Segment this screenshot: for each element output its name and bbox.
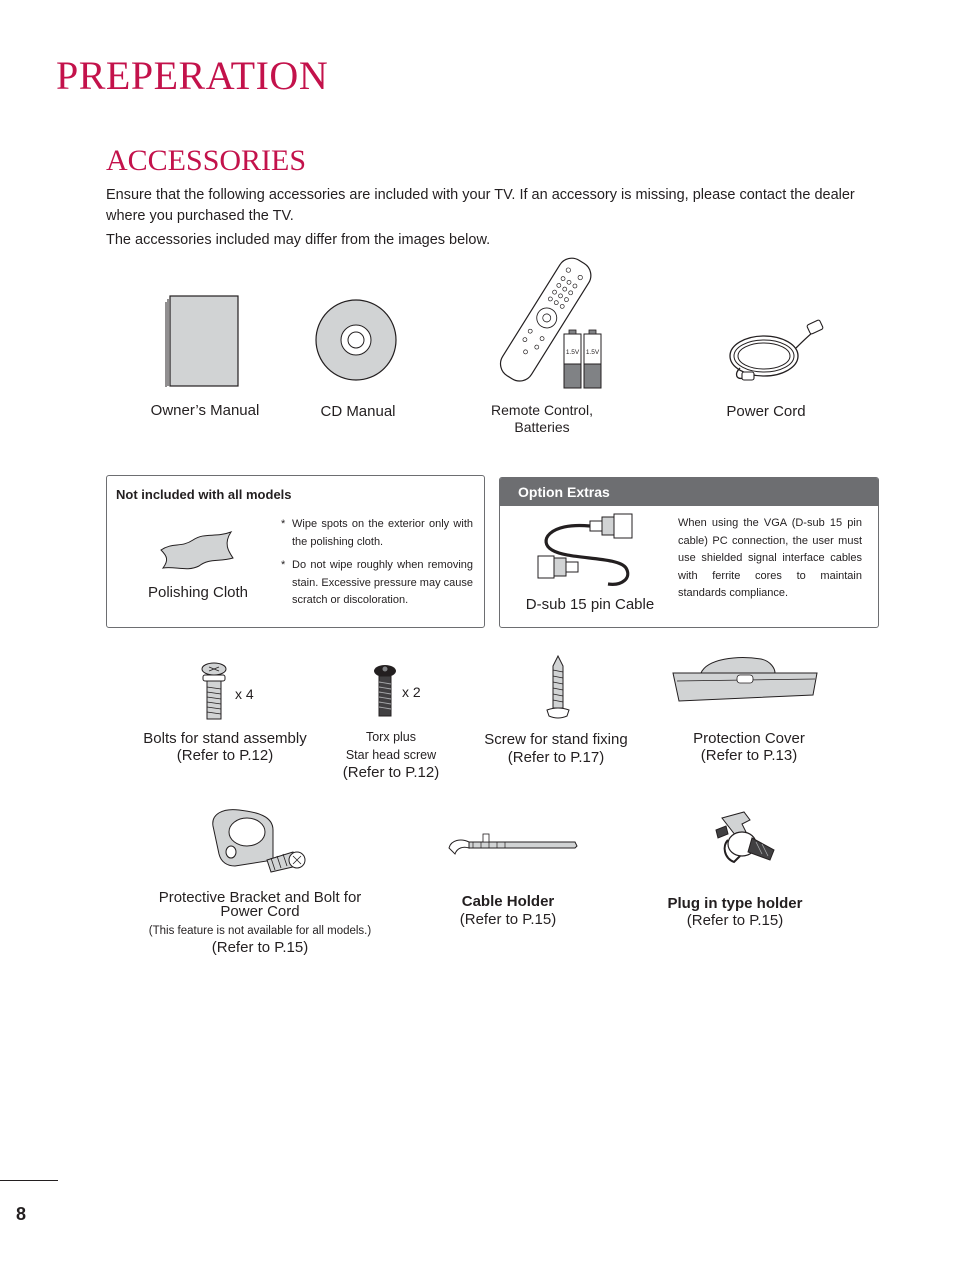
- cd-icon: [315, 299, 399, 383]
- bolts-qty: x 4: [235, 686, 254, 702]
- bracket-label-line2: Power Cord: [220, 903, 300, 920]
- polishing-cloth-label: Polishing Cloth: [147, 584, 249, 601]
- protection-cover-label-line2: (Refer to P.13): [700, 747, 798, 764]
- torx-label-line1: Torx plus: [365, 730, 417, 744]
- bracket-label-line1: Protective Bracket and Bolt for: [158, 889, 362, 906]
- torx-screw-icon: [373, 664, 397, 720]
- cloth-note-1: * Wipe spots on the exterior only with the polishing cloth.: [281, 516, 473, 551]
- owners-manual-label: Owner’s Manual: [150, 402, 260, 419]
- cd-manual-label: CD Manual: [320, 403, 396, 420]
- battery-label-2: 1.5V: [585, 349, 600, 356]
- torx-label-line2: Star head screw: [345, 748, 437, 762]
- bracket-ref: (Refer to P.15): [211, 939, 309, 956]
- cable-holder-label-line1: Cable Holder: [461, 893, 555, 910]
- batteries-icon: [563, 330, 603, 390]
- not-included-box: [106, 475, 485, 628]
- intro-paragraph: Ensure that the following accessories are included with your TV. If an accessory is missing, please contact the dealer where you purchased the TV.: [106, 187, 855, 224]
- page-number: 8: [16, 1204, 27, 1224]
- cloth-note-2: * Do not wipe roughly when removing stain. Excessive pressure may cause scratch or discoloration.: [281, 557, 473, 610]
- stand-screw-label-line2: (Refer to P.17): [507, 749, 605, 766]
- dsub-cable-icon: [538, 514, 638, 586]
- cable-holder-icon: [447, 830, 579, 860]
- remote-label-line1: Remote Control,: [491, 402, 593, 418]
- bolt-icon: [200, 661, 228, 723]
- protective-bracket-icon: [207, 808, 307, 880]
- torx-label-line3: (Refer to P.12): [342, 764, 440, 781]
- option-extras-heading: Option Extras: [500, 478, 878, 506]
- stand-screw-icon: [545, 656, 571, 722]
- page-title: PREPERATION: [56, 53, 329, 98]
- bracket-note: (This feature is not available for all models.): [148, 925, 372, 937]
- intro-note: The accessories included may differ from the images below.: [106, 232, 491, 248]
- dsub-cable-label: D-sub 15 pin Cable: [525, 596, 655, 613]
- owners-manual-icon: [166, 296, 240, 388]
- vga-note: When using the VGA (D-sub 15 pin cable) PC connection, the user must use shielded signal interface cables with ferrite cores to maintain standards compliance.: [678, 517, 862, 599]
- power-cord-icon: [716, 320, 826, 386]
- option-extras-box: [499, 477, 879, 628]
- bolts-label-line2: (Refer to P.12): [176, 747, 274, 764]
- plug-holder-icon: [706, 810, 778, 868]
- cable-holder-label-line2: (Refer to P.15): [459, 911, 557, 928]
- stand-screw-label-line1: Screw for stand fixing: [484, 731, 628, 748]
- not-included-heading: Not included with all models: [116, 487, 292, 502]
- plug-holder-label-line1: Plug in type holder: [667, 895, 803, 912]
- battery-label-1: 1.5V: [565, 349, 580, 356]
- footer-rule: [0, 1180, 58, 1181]
- power-cord-label: Power Cord: [726, 403, 806, 420]
- polishing-cloth-icon: [159, 528, 235, 572]
- torx-qty: x 2: [402, 684, 421, 700]
- protection-cover-icon: [671, 655, 821, 705]
- remote-label-line2: Batteries: [514, 419, 570, 435]
- plug-holder-label-line2: (Refer to P.15): [686, 912, 784, 929]
- section-title: ACCESSORIES: [106, 144, 307, 177]
- cloth-notes: [281, 516, 473, 616]
- bolts-label-line1: Bolts for stand assembly: [143, 730, 307, 747]
- protection-cover-label-line1: Protection Cover: [693, 730, 805, 747]
